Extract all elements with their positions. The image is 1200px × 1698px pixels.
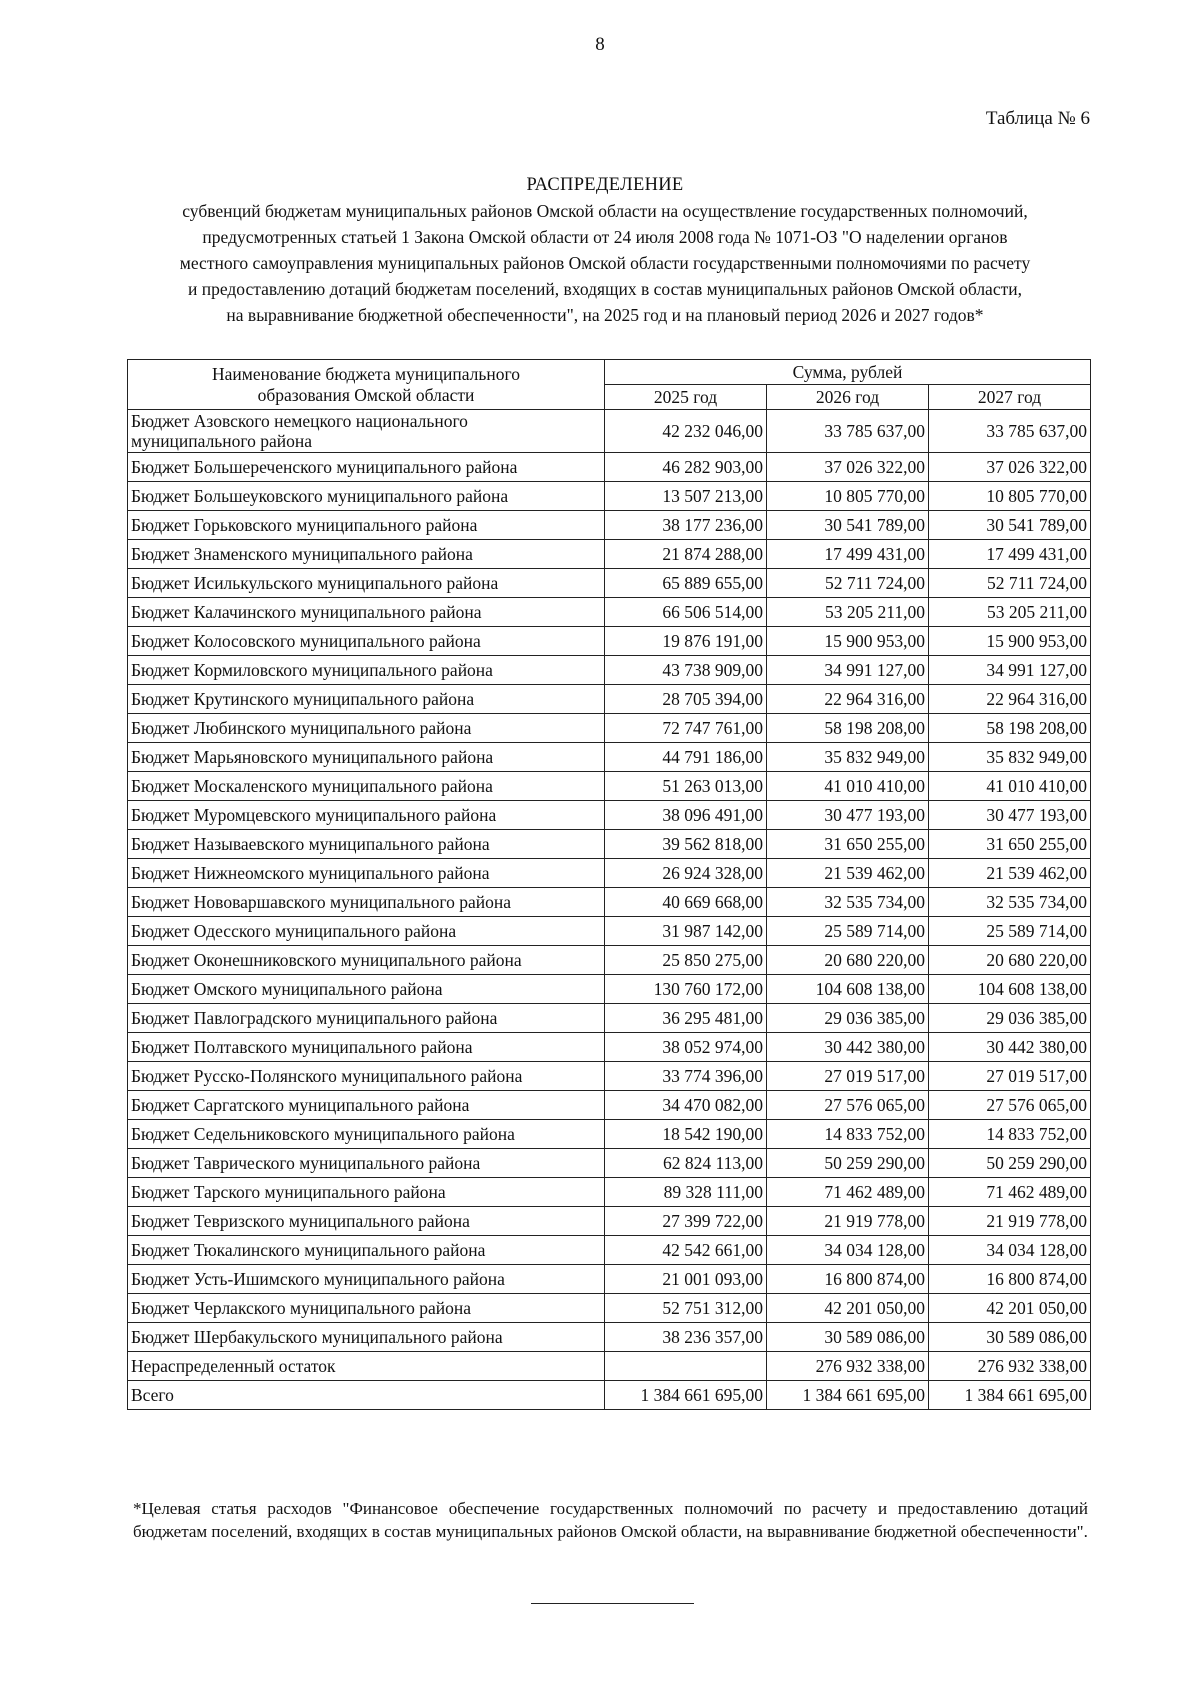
amount-2026-cell: 33 785 637,00 — [767, 410, 929, 453]
budget-name-cell: Всего — [128, 1381, 605, 1410]
table-row — [128, 1294, 1091, 1323]
amount-2027-cell: 32 535 734,00 — [929, 888, 1091, 917]
amount-2027-cell: 22 964 316,00 — [929, 685, 1091, 714]
budget-name-cell: Бюджет Оконешниковского муниципального района — [128, 946, 605, 975]
header-name-line: Наименование бюджета муниципального — [212, 363, 520, 384]
amount-2025-cell: 1 384 661 695,00 — [605, 1381, 767, 1410]
amount-2026-cell: 21 919 778,00 — [767, 1207, 929, 1236]
amount-2025-cell: 65 889 655,00 — [605, 569, 767, 598]
distribution-table — [127, 359, 1091, 1410]
amount-2027-cell: 25 589 714,00 — [929, 917, 1091, 946]
amount-2025-cell: 38 096 491,00 — [605, 801, 767, 830]
table-row — [128, 917, 1091, 946]
amount-2026-cell: 32 535 734,00 — [767, 888, 929, 917]
table-row — [128, 1178, 1091, 1207]
amount-2027-cell: 31 650 255,00 — [929, 830, 1091, 859]
amount-2026-cell: 15 900 953,00 — [767, 627, 929, 656]
amount-2025-cell: 31 987 142,00 — [605, 917, 767, 946]
amount-2025-cell: 39 562 818,00 — [605, 830, 767, 859]
amount-2027-cell: 15 900 953,00 — [929, 627, 1091, 656]
amount-2026-cell: 31 650 255,00 — [767, 830, 929, 859]
amount-2027-cell: 71 462 489,00 — [929, 1178, 1091, 1207]
heading-line: и предоставлению дотаций бюджетам поселений, входящих в состав муниципальных районов Омской области, — [188, 279, 1022, 299]
amount-2026-cell: 17 499 431,00 — [767, 540, 929, 569]
amount-2027-cell: 1 384 661 695,00 — [929, 1381, 1091, 1410]
amount-2025-cell: 27 399 722,00 — [605, 1207, 767, 1236]
table-row — [128, 1033, 1091, 1062]
amount-2026-cell: 14 833 752,00 — [767, 1120, 929, 1149]
budget-name-cell: Бюджет Москаленского муниципального района — [128, 772, 605, 801]
amount-2025-cell: 46 282 903,00 — [605, 453, 767, 482]
amount-2025-cell: 21 001 093,00 — [605, 1265, 767, 1294]
table-row — [128, 1323, 1091, 1352]
amount-2025-cell: 66 506 514,00 — [605, 598, 767, 627]
budget-name-cell: Бюджет Омского муниципального района — [128, 975, 605, 1004]
amount-2025-cell: 43 738 909,00 — [605, 656, 767, 685]
budget-name-cell: Бюджет Называевского муниципального района — [128, 830, 605, 859]
amount-2027-cell: 42 201 050,00 — [929, 1294, 1091, 1323]
amount-2027-cell: 14 833 752,00 — [929, 1120, 1091, 1149]
amount-2026-cell: 34 991 127,00 — [767, 656, 929, 685]
amount-2026-cell: 20 680 220,00 — [767, 946, 929, 975]
amount-2026-cell: 25 589 714,00 — [767, 917, 929, 946]
table-row — [128, 1120, 1091, 1149]
amount-2026-cell: 30 541 789,00 — [767, 511, 929, 540]
amount-2026-cell: 1 384 661 695,00 — [767, 1381, 929, 1410]
document-heading — [120, 172, 1090, 328]
table-row — [128, 1062, 1091, 1091]
amount-2025-cell: 25 850 275,00 — [605, 946, 767, 975]
table-row — [128, 656, 1091, 685]
amount-2027-cell: 30 442 380,00 — [929, 1033, 1091, 1062]
table-row — [128, 714, 1091, 743]
table-row — [128, 1236, 1091, 1265]
table-row — [128, 830, 1091, 859]
table-row — [128, 685, 1091, 714]
budget-name-cell: Бюджет Тарского муниципального района — [128, 1178, 605, 1207]
budget-name-cell — [128, 410, 605, 453]
table-row — [128, 859, 1091, 888]
amount-2027-cell: 104 608 138,00 — [929, 975, 1091, 1004]
amount-2026-cell: 52 711 724,00 — [767, 569, 929, 598]
heading-line: предусмотренных статьей 1 Закона Омской области от 24 июля 2008 года № 1071-ОЗ "О наделении органов — [202, 227, 1008, 247]
table-row — [128, 410, 1091, 453]
table-row — [128, 1265, 1091, 1294]
amount-2027-cell: 17 499 431,00 — [929, 540, 1091, 569]
budget-name-cell: Бюджет Тюкалинского муниципального района — [128, 1236, 605, 1265]
budget-name-cell: Бюджет Одесского муниципального района — [128, 917, 605, 946]
amount-2026-cell: 21 539 462,00 — [767, 859, 929, 888]
amount-2027-cell: 58 198 208,00 — [929, 714, 1091, 743]
amount-2027-cell: 27 019 517,00 — [929, 1062, 1091, 1091]
header-year-2025: 2025 год — [605, 385, 767, 410]
amount-2026-cell: 41 010 410,00 — [767, 772, 929, 801]
budget-name-cell: Бюджет Черлакского муниципального района — [128, 1294, 605, 1323]
table-row — [128, 453, 1091, 482]
budget-name-cell: Бюджет Седельниковского муниципального района — [128, 1120, 605, 1149]
amount-2026-cell: 10 805 770,00 — [767, 482, 929, 511]
amount-2025-cell: 21 874 288,00 — [605, 540, 767, 569]
budget-name-cell: Бюджет Павлоградского муниципального района — [128, 1004, 605, 1033]
amount-2025-cell: 52 751 312,00 — [605, 1294, 767, 1323]
amount-2027-cell: 30 477 193,00 — [929, 801, 1091, 830]
table-row — [128, 627, 1091, 656]
amount-2025-cell: 51 263 013,00 — [605, 772, 767, 801]
budget-name-cell: Бюджет Саргатского муниципального района — [128, 1091, 605, 1120]
table-row — [128, 888, 1091, 917]
budget-name-cell: Бюджет Муромцевского муниципального района — [128, 801, 605, 830]
table-row — [128, 540, 1091, 569]
amount-2026-cell: 53 205 211,00 — [767, 598, 929, 627]
header-name-cell — [128, 360, 605, 410]
amount-2027-cell: 30 589 086,00 — [929, 1323, 1091, 1352]
budget-name-cell: Бюджет Усть-Ишимского муниципального района — [128, 1265, 605, 1294]
amount-2025-cell — [605, 1352, 767, 1381]
budget-name-cell: Бюджет Калачинского муниципального района — [128, 598, 605, 627]
amount-2027-cell: 34 034 128,00 — [929, 1236, 1091, 1265]
heading-title: РАСПРЕДЕЛЕНИЕ — [526, 175, 684, 195]
end-separator-line — [531, 1603, 694, 1604]
budget-name-cell: Бюджет Нововаршавского муниципального района — [128, 888, 605, 917]
amount-2026-cell: 71 462 489,00 — [767, 1178, 929, 1207]
amount-2025-cell: 34 470 082,00 — [605, 1091, 767, 1120]
amount-2025-cell: 26 924 328,00 — [605, 859, 767, 888]
amount-2025-cell: 42 232 046,00 — [605, 410, 767, 453]
budget-name-cell: Нераспределенный остаток — [128, 1352, 605, 1381]
budget-name-cell: Бюджет Большереченского муниципального района — [128, 453, 605, 482]
amount-2026-cell: 42 201 050,00 — [767, 1294, 929, 1323]
table-body — [128, 410, 1091, 1410]
header-name-line: образования Омской области — [257, 384, 475, 405]
budget-name-cell: Бюджет Таврического муниципального района — [128, 1149, 605, 1178]
amount-2027-cell: 10 805 770,00 — [929, 482, 1091, 511]
table-row — [128, 569, 1091, 598]
table-row — [128, 1207, 1091, 1236]
amount-2027-cell: 34 991 127,00 — [929, 656, 1091, 685]
table-row — [128, 1352, 1091, 1381]
amount-2026-cell: 27 019 517,00 — [767, 1062, 929, 1091]
budget-name-cell: Бюджет Исилькульского муниципального района — [128, 569, 605, 598]
table-row — [128, 1004, 1091, 1033]
amount-2027-cell: 20 680 220,00 — [929, 946, 1091, 975]
amount-2025-cell: 89 328 111,00 — [605, 1178, 767, 1207]
amount-2027-cell: 276 932 338,00 — [929, 1352, 1091, 1381]
amount-2026-cell: 50 259 290,00 — [767, 1149, 929, 1178]
budget-name-cell: Бюджет Марьяновского муниципального района — [128, 743, 605, 772]
amount-2027-cell: 41 010 410,00 — [929, 772, 1091, 801]
amount-2025-cell: 38 052 974,00 — [605, 1033, 767, 1062]
amount-2027-cell: 21 919 778,00 — [929, 1207, 1091, 1236]
budget-name-cell: Бюджет Большеуковского муниципального района — [128, 482, 605, 511]
budget-name-cell: Бюджет Полтавского муниципального района — [128, 1033, 605, 1062]
table-row — [128, 801, 1091, 830]
amount-2026-cell: 37 026 322,00 — [767, 453, 929, 482]
amount-2025-cell: 44 791 186,00 — [605, 743, 767, 772]
header-year-2026: 2026 год — [767, 385, 929, 410]
amount-2025-cell: 42 542 661,00 — [605, 1236, 767, 1265]
header-year-2027: 2027 год — [929, 385, 1091, 410]
budget-name-cell: Бюджет Шербакульского муниципального района — [128, 1323, 605, 1352]
amount-2027-cell: 29 036 385,00 — [929, 1004, 1091, 1033]
amount-2025-cell: 72 747 761,00 — [605, 714, 767, 743]
budget-name-cell: Бюджет Нижнеомского муниципального района — [128, 859, 605, 888]
amount-2027-cell: 35 832 949,00 — [929, 743, 1091, 772]
table-row — [128, 975, 1091, 1004]
amount-2027-cell: 37 026 322,00 — [929, 453, 1091, 482]
budget-name-cell: Бюджет Знаменского муниципального района — [128, 540, 605, 569]
heading-line: субвенций бюджетам муниципальных районов Омской области на осуществление государственных полномочий, — [182, 201, 1028, 221]
budget-name-line: Бюджет Азовского немецкого национального — [131, 411, 468, 431]
amount-2025-cell: 13 507 213,00 — [605, 482, 767, 511]
amount-2026-cell: 58 198 208,00 — [767, 714, 929, 743]
amount-2026-cell: 29 036 385,00 — [767, 1004, 929, 1033]
amount-2025-cell: 40 669 668,00 — [605, 888, 767, 917]
table-row — [128, 772, 1091, 801]
amount-2025-cell: 19 876 191,00 — [605, 627, 767, 656]
amount-2027-cell: 53 205 211,00 — [929, 598, 1091, 627]
table-row — [128, 946, 1091, 975]
table-row — [128, 1091, 1091, 1120]
amount-2025-cell: 38 236 357,00 — [605, 1323, 767, 1352]
heading-line: местного самоуправления муниципальных районов Омской области государственными полномочиями по расчету — [179, 253, 1031, 273]
amount-2025-cell: 38 177 236,00 — [605, 511, 767, 540]
budget-name-cell: Бюджет Крутинского муниципального района — [128, 685, 605, 714]
header-sum-cell: Сумма, рублей — [605, 360, 1091, 385]
amount-2025-cell: 62 824 113,00 — [605, 1149, 767, 1178]
amount-2026-cell: 30 589 086,00 — [767, 1323, 929, 1352]
budget-name-cell: Бюджет Русско-Полянского муниципального района — [128, 1062, 605, 1091]
budget-name-line: муниципального района — [131, 431, 313, 451]
budget-name-cell: Бюджет Колосовского муниципального района — [128, 627, 605, 656]
amount-2027-cell: 50 259 290,00 — [929, 1149, 1091, 1178]
amount-2027-cell: 30 541 789,00 — [929, 511, 1091, 540]
table-row — [128, 511, 1091, 540]
amount-2027-cell: 33 785 637,00 — [929, 410, 1091, 453]
amount-2026-cell: 30 442 380,00 — [767, 1033, 929, 1062]
budget-name-cell: Бюджет Тевризского муниципального района — [128, 1207, 605, 1236]
budget-name-cell: Бюджет Любинского муниципального района — [128, 714, 605, 743]
amount-2027-cell: 52 711 724,00 — [929, 569, 1091, 598]
amount-2026-cell: 22 964 316,00 — [767, 685, 929, 714]
table-row — [128, 743, 1091, 772]
amount-2025-cell: 28 705 394,00 — [605, 685, 767, 714]
footnote: *Целевая статья расходов "Финансовое обеспечение государственных полномочий по расчету и предоставлению дотаций бюджетам поселений, входящих в состав муниципальных районов Омской области, на выравнивание бюджетной обеспеченности". — [133, 1499, 1088, 1541]
amount-2025-cell: 36 295 481,00 — [605, 1004, 767, 1033]
amount-2027-cell: 21 539 462,00 — [929, 859, 1091, 888]
table-row — [128, 1381, 1091, 1410]
amount-2027-cell: 27 576 065,00 — [929, 1091, 1091, 1120]
amount-2026-cell: 16 800 874,00 — [767, 1265, 929, 1294]
budget-name-cell: Бюджет Кормиловского муниципального района — [128, 656, 605, 685]
table-row — [128, 598, 1091, 627]
page-number: 8 — [595, 34, 605, 55]
table-row — [128, 482, 1091, 511]
amount-2025-cell: 18 542 190,00 — [605, 1120, 767, 1149]
heading-line: на выравнивание бюджетной обеспеченности", на 2025 год и на плановый период 2026 и 2027 годов* — [226, 305, 984, 325]
amount-2026-cell: 34 034 128,00 — [767, 1236, 929, 1265]
amount-2026-cell: 30 477 193,00 — [767, 801, 929, 830]
amount-2026-cell: 35 832 949,00 — [767, 743, 929, 772]
amount-2025-cell: 33 774 396,00 — [605, 1062, 767, 1091]
amount-2027-cell: 16 800 874,00 — [929, 1265, 1091, 1294]
table-header-row — [128, 360, 1091, 385]
amount-2026-cell: 27 576 065,00 — [767, 1091, 929, 1120]
amount-2026-cell: 276 932 338,00 — [767, 1352, 929, 1381]
amount-2025-cell: 130 760 172,00 — [605, 975, 767, 1004]
budget-name-cell: Бюджет Горьковского муниципального района — [128, 511, 605, 540]
table-label: Таблица № 6 — [985, 108, 1090, 129]
table-row — [128, 1149, 1091, 1178]
amount-2026-cell: 104 608 138,00 — [767, 975, 929, 1004]
